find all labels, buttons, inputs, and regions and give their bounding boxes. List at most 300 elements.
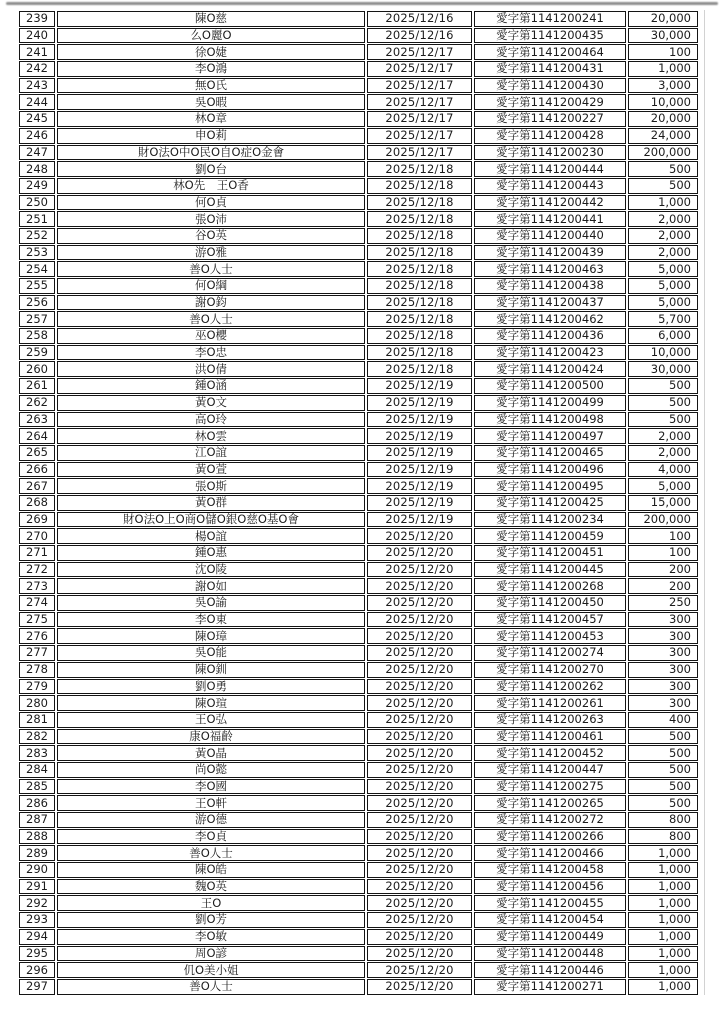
table-row <box>19 161 698 177</box>
table-row <box>19 962 698 978</box>
donor-name-cell: 劉O勇 <box>57 679 365 695</box>
row-number-cell: 242 <box>19 61 55 77</box>
amount-cell: 200 <box>628 578 698 594</box>
donor-name-cell: 李O東 <box>57 612 365 628</box>
donation-date-cell: 2025/12/20 <box>367 662 472 678</box>
donation-date-cell: 2025/12/19 <box>367 445 472 461</box>
amount-cell: 2,000 <box>628 245 698 261</box>
donation-date-cell: 2025/12/16 <box>367 11 472 27</box>
row-number-cell: 294 <box>19 929 55 945</box>
row-number-cell: 272 <box>19 562 55 578</box>
receipt-number-cell: 愛字第1141200442 <box>474 195 626 211</box>
donation-date-cell: 2025/12/18 <box>367 211 472 227</box>
table-row <box>19 862 698 878</box>
table-row <box>19 278 698 294</box>
donation-date-cell: 2025/12/18 <box>367 328 472 344</box>
receipt-number-cell: 愛字第1141200461 <box>474 729 626 745</box>
amount-cell: 200 <box>628 562 698 578</box>
donation-date-cell: 2025/12/20 <box>367 645 472 661</box>
amount-cell: 5,000 <box>628 261 698 277</box>
donor-name-cell: 高O玲 <box>57 412 365 428</box>
donation-date-cell: 2025/12/18 <box>367 278 472 294</box>
row-number-cell: 240 <box>19 28 55 44</box>
donor-name-cell: 鍾O惠 <box>57 545 365 561</box>
donation-date-cell: 2025/12/20 <box>367 745 472 761</box>
receipt-number-cell: 愛字第1141200463 <box>474 261 626 277</box>
table-row <box>19 645 698 661</box>
amount-cell: 24,000 <box>628 128 698 144</box>
scan-artifact-right-edge <box>704 10 705 995</box>
donation-date-cell: 2025/12/20 <box>367 779 472 795</box>
donor-name-cell: 李O敏 <box>57 929 365 945</box>
amount-cell: 10,000 <box>628 345 698 361</box>
donor-name-cell: 仉O美小姐 <box>57 962 365 978</box>
receipt-number-cell: 愛字第1141200459 <box>474 528 626 544</box>
table-row <box>19 28 698 44</box>
amount-cell: 1,000 <box>628 912 698 928</box>
amount-cell: 300 <box>628 679 698 695</box>
table-row <box>19 462 698 478</box>
receipt-number-cell: 愛字第1141200261 <box>474 695 626 711</box>
row-number-cell: 254 <box>19 261 55 277</box>
donor-name-cell: 陳O釧 <box>57 662 365 678</box>
donor-name-cell: 吳O能 <box>57 645 365 661</box>
row-number-cell: 258 <box>19 328 55 344</box>
row-number-cell: 289 <box>19 845 55 861</box>
amount-cell: 20,000 <box>628 11 698 27</box>
donor-name-cell: 李O貞 <box>57 829 365 845</box>
donation-date-cell: 2025/12/17 <box>367 111 472 127</box>
row-number-cell: 262 <box>19 395 55 411</box>
row-number-cell: 290 <box>19 862 55 878</box>
row-number-cell: 274 <box>19 595 55 611</box>
row-number-cell: 260 <box>19 361 55 377</box>
amount-cell: 100 <box>628 545 698 561</box>
amount-cell: 800 <box>628 829 698 845</box>
receipt-number-cell: 愛字第1141200456 <box>474 879 626 895</box>
receipt-number-cell: 愛字第1141200241 <box>474 11 626 27</box>
table-row <box>19 295 698 311</box>
table-row <box>19 979 698 995</box>
amount-cell: 100 <box>628 528 698 544</box>
scan-artifact-top-smear <box>6 2 718 5</box>
row-number-cell: 253 <box>19 245 55 261</box>
table-row <box>19 145 698 161</box>
donor-name-cell: 張O沛 <box>57 211 365 227</box>
amount-cell: 1,000 <box>628 929 698 945</box>
amount-cell: 5,700 <box>628 311 698 327</box>
row-number-cell: 244 <box>19 94 55 110</box>
amount-cell: 10,000 <box>628 94 698 110</box>
table-row <box>19 378 698 394</box>
donation-date-cell: 2025/12/20 <box>367 612 472 628</box>
row-number-cell: 286 <box>19 795 55 811</box>
receipt-number-cell: 愛字第1141200230 <box>474 145 626 161</box>
donation-date-cell: 2025/12/18 <box>367 161 472 177</box>
donor-name-cell: 尚O懿 <box>57 762 365 778</box>
table-row <box>19 912 698 928</box>
donation-date-cell: 2025/12/20 <box>367 595 472 611</box>
donation-table-body <box>19 11 698 995</box>
donor-name-cell: 徐O婕 <box>57 44 365 60</box>
receipt-number-cell: 愛字第1141200440 <box>474 228 626 244</box>
amount-cell: 1,000 <box>628 862 698 878</box>
table-row <box>19 361 698 377</box>
receipt-number-cell: 愛字第1141200450 <box>474 595 626 611</box>
receipt-number-cell: 愛字第1141200495 <box>474 478 626 494</box>
table-row <box>19 545 698 561</box>
row-number-cell: 281 <box>19 712 55 728</box>
row-number-cell: 279 <box>19 679 55 695</box>
donor-name-cell: 善O人士 <box>57 311 365 327</box>
donor-name-cell: 劉O台 <box>57 161 365 177</box>
table-row <box>19 311 698 327</box>
donor-name-cell: 無O氏 <box>57 78 365 94</box>
receipt-number-cell: 愛字第1141200270 <box>474 662 626 678</box>
row-number-cell: 257 <box>19 311 55 327</box>
donor-name-cell: 王O弘 <box>57 712 365 728</box>
donor-name-cell: 張O斯 <box>57 478 365 494</box>
receipt-number-cell: 愛字第1141200265 <box>474 795 626 811</box>
donation-date-cell: 2025/12/19 <box>367 495 472 511</box>
amount-cell: 2,000 <box>628 445 698 461</box>
receipt-number-cell: 愛字第1141200443 <box>474 178 626 194</box>
donor-name-cell: 何O貞 <box>57 195 365 211</box>
row-number-cell: 243 <box>19 78 55 94</box>
donor-name-cell: 善O人士 <box>57 261 365 277</box>
table-row <box>19 78 698 94</box>
table-row <box>19 612 698 628</box>
receipt-number-cell: 愛字第1141200272 <box>474 812 626 828</box>
amount-cell: 500 <box>628 762 698 778</box>
amount-cell: 200,000 <box>628 145 698 161</box>
donation-date-cell: 2025/12/19 <box>367 462 472 478</box>
receipt-number-cell: 愛字第1141200499 <box>474 395 626 411</box>
donor-name-cell: 谷O英 <box>57 228 365 244</box>
donor-name-cell: 善O人士 <box>57 845 365 861</box>
receipt-number-cell: 愛字第1141200466 <box>474 845 626 861</box>
receipt-number-cell: 愛字第1141200496 <box>474 462 626 478</box>
row-number-cell: 261 <box>19 378 55 394</box>
donation-date-cell: 2025/12/20 <box>367 545 472 561</box>
amount-cell: 300 <box>628 628 698 644</box>
donor-name-cell: 林O先 王O香 <box>57 178 365 194</box>
donor-name-cell: 江O誼 <box>57 445 365 461</box>
row-number-cell: 296 <box>19 962 55 978</box>
receipt-number-cell: 愛字第1141200436 <box>474 328 626 344</box>
table-row <box>19 328 698 344</box>
receipt-number-cell: 愛字第1141200465 <box>474 445 626 461</box>
donation-date-cell: 2025/12/18 <box>367 361 472 377</box>
amount-cell: 30,000 <box>628 361 698 377</box>
table-row <box>19 845 698 861</box>
row-number-cell: 295 <box>19 946 55 962</box>
donation-date-cell: 2025/12/20 <box>367 762 472 778</box>
donor-name-cell: 游O雅 <box>57 245 365 261</box>
receipt-number-cell: 愛字第1141200444 <box>474 161 626 177</box>
receipt-number-cell: 愛字第1141200263 <box>474 712 626 728</box>
donation-date-cell: 2025/12/20 <box>367 946 472 962</box>
row-number-cell: 280 <box>19 695 55 711</box>
donation-date-cell: 2025/12/20 <box>367 712 472 728</box>
amount-cell: 500 <box>628 729 698 745</box>
donor-name-cell: 陳O慈 <box>57 11 365 27</box>
amount-cell: 3,000 <box>628 78 698 94</box>
amount-cell: 20,000 <box>628 111 698 127</box>
receipt-number-cell: 愛字第1141200498 <box>474 412 626 428</box>
amount-cell: 1,000 <box>628 979 698 995</box>
receipt-number-cell: 愛字第1141200455 <box>474 895 626 911</box>
donor-name-cell: 么O麗O <box>57 28 365 44</box>
amount-cell: 2,000 <box>628 211 698 227</box>
row-number-cell: 282 <box>19 729 55 745</box>
table-row <box>19 412 698 428</box>
donation-date-cell: 2025/12/17 <box>367 128 472 144</box>
donor-name-cell: 鍾O涵 <box>57 378 365 394</box>
table-row <box>19 428 698 444</box>
donor-name-cell: 財O法O中O民O自O症O金會 <box>57 145 365 161</box>
donation-date-cell: 2025/12/19 <box>367 412 472 428</box>
donation-date-cell: 2025/12/18 <box>367 245 472 261</box>
row-number-cell: 283 <box>19 745 55 761</box>
receipt-number-cell: 愛字第1141200449 <box>474 929 626 945</box>
row-number-cell: 287 <box>19 812 55 828</box>
receipt-number-cell: 愛字第1141200428 <box>474 128 626 144</box>
donation-date-cell: 2025/12/20 <box>367 562 472 578</box>
donation-date-cell: 2025/12/20 <box>367 695 472 711</box>
donor-name-cell: 李O國 <box>57 779 365 795</box>
table-row <box>19 745 698 761</box>
amount-cell: 2,000 <box>628 228 698 244</box>
receipt-number-cell: 愛字第1141200431 <box>474 61 626 77</box>
donation-date-cell: 2025/12/17 <box>367 44 472 60</box>
donation-date-cell: 2025/12/20 <box>367 578 472 594</box>
table-row <box>19 44 698 60</box>
donation-table <box>17 10 700 996</box>
donor-name-cell: 吳O暇 <box>57 94 365 110</box>
donor-name-cell: 魏O英 <box>57 879 365 895</box>
table-row <box>19 395 698 411</box>
row-number-cell: 278 <box>19 662 55 678</box>
table-row <box>19 946 698 962</box>
donor-name-cell: 黃O群 <box>57 495 365 511</box>
receipt-number-cell: 愛字第1141200497 <box>474 428 626 444</box>
row-number-cell: 252 <box>19 228 55 244</box>
table-row <box>19 495 698 511</box>
receipt-number-cell: 愛字第1141200448 <box>474 946 626 962</box>
amount-cell: 500 <box>628 795 698 811</box>
row-number-cell: 266 <box>19 462 55 478</box>
donor-name-cell: 王O <box>57 895 365 911</box>
amount-cell: 500 <box>628 378 698 394</box>
row-number-cell: 247 <box>19 145 55 161</box>
table-row <box>19 228 698 244</box>
row-number-cell: 259 <box>19 345 55 361</box>
amount-cell: 300 <box>628 695 698 711</box>
receipt-number-cell: 愛字第1141200447 <box>474 762 626 778</box>
donation-date-cell: 2025/12/19 <box>367 512 472 528</box>
donation-date-cell: 2025/12/20 <box>367 895 472 911</box>
donation-date-cell: 2025/12/19 <box>367 395 472 411</box>
receipt-number-cell: 愛字第1141200268 <box>474 578 626 594</box>
table-row <box>19 712 698 728</box>
donation-date-cell: 2025/12/19 <box>367 478 472 494</box>
table-row <box>19 211 698 227</box>
donation-date-cell: 2025/12/20 <box>367 879 472 895</box>
receipt-number-cell: 愛字第1141200445 <box>474 562 626 578</box>
row-number-cell: 293 <box>19 912 55 928</box>
amount-cell: 200,000 <box>628 512 698 528</box>
donor-name-cell: 陳O璋 <box>57 628 365 644</box>
row-number-cell: 255 <box>19 278 55 294</box>
row-number-cell: 268 <box>19 495 55 511</box>
row-number-cell: 251 <box>19 211 55 227</box>
row-number-cell: 269 <box>19 512 55 528</box>
donor-name-cell: 李O忠 <box>57 345 365 361</box>
table-row <box>19 128 698 144</box>
amount-cell: 300 <box>628 662 698 678</box>
receipt-number-cell: 愛字第1141200271 <box>474 979 626 995</box>
donor-name-cell: 謝O如 <box>57 578 365 594</box>
donor-name-cell: 財O法O上O商O儲O銀O慈O基O會 <box>57 512 365 528</box>
row-number-cell: 248 <box>19 161 55 177</box>
amount-cell: 5,000 <box>628 478 698 494</box>
donation-date-cell: 2025/12/20 <box>367 962 472 978</box>
receipt-number-cell: 愛字第1141200446 <box>474 962 626 978</box>
row-number-cell: 263 <box>19 412 55 428</box>
donation-date-cell: 2025/12/16 <box>367 28 472 44</box>
table-row <box>19 895 698 911</box>
donor-name-cell: 李O鴻 <box>57 61 365 77</box>
receipt-number-cell: 愛字第1141200457 <box>474 612 626 628</box>
row-number-cell: 245 <box>19 111 55 127</box>
receipt-number-cell: 愛字第1141200458 <box>474 862 626 878</box>
donation-date-cell: 2025/12/18 <box>367 295 472 311</box>
row-number-cell: 265 <box>19 445 55 461</box>
amount-cell: 500 <box>628 161 698 177</box>
row-number-cell: 288 <box>19 829 55 845</box>
receipt-number-cell: 愛字第1141200425 <box>474 495 626 511</box>
receipt-number-cell: 愛字第1141200452 <box>474 745 626 761</box>
row-number-cell: 276 <box>19 628 55 644</box>
donation-date-cell: 2025/12/19 <box>367 378 472 394</box>
receipt-number-cell: 愛字第1141200435 <box>474 28 626 44</box>
amount-cell: 6,000 <box>628 328 698 344</box>
donor-name-cell: 林O雲 <box>57 428 365 444</box>
amount-cell: 15,000 <box>628 495 698 511</box>
amount-cell: 1,000 <box>628 845 698 861</box>
row-number-cell: 277 <box>19 645 55 661</box>
table-row <box>19 11 698 27</box>
donor-name-cell: 游O德 <box>57 812 365 828</box>
donation-date-cell: 2025/12/20 <box>367 829 472 845</box>
donation-date-cell: 2025/12/20 <box>367 862 472 878</box>
donation-date-cell: 2025/12/20 <box>367 845 472 861</box>
amount-cell: 2,000 <box>628 428 698 444</box>
donation-date-cell: 2025/12/17 <box>367 145 472 161</box>
table-row <box>19 478 698 494</box>
table-row <box>19 795 698 811</box>
amount-cell: 500 <box>628 178 698 194</box>
table-row <box>19 111 698 127</box>
donor-name-cell: 洪O倩 <box>57 361 365 377</box>
amount-cell: 300 <box>628 645 698 661</box>
receipt-number-cell: 愛字第1141200424 <box>474 361 626 377</box>
donation-date-cell: 2025/12/20 <box>367 929 472 945</box>
donation-date-cell: 2025/12/18 <box>367 178 472 194</box>
row-number-cell: 256 <box>19 295 55 311</box>
amount-cell: 250 <box>628 595 698 611</box>
table-row <box>19 662 698 678</box>
row-number-cell: 292 <box>19 895 55 911</box>
row-number-cell: 241 <box>19 44 55 60</box>
table-row <box>19 178 698 194</box>
receipt-number-cell: 愛字第1141200430 <box>474 78 626 94</box>
receipt-number-cell: 愛字第1141200274 <box>474 645 626 661</box>
donor-name-cell: 楊O誼 <box>57 528 365 544</box>
donor-name-cell: 申O莉 <box>57 128 365 144</box>
amount-cell: 1,000 <box>628 895 698 911</box>
donation-date-cell: 2025/12/18 <box>367 261 472 277</box>
table-row <box>19 679 698 695</box>
donor-name-cell: 善O人士 <box>57 979 365 995</box>
donor-name-cell: 黃O晶 <box>57 745 365 761</box>
table-row <box>19 261 698 277</box>
amount-cell: 1,000 <box>628 195 698 211</box>
row-number-cell: 264 <box>19 428 55 444</box>
table-row <box>19 512 698 528</box>
donor-name-cell: 吳O諭 <box>57 595 365 611</box>
receipt-number-cell: 愛字第1141200441 <box>474 211 626 227</box>
amount-cell: 1,000 <box>628 879 698 895</box>
receipt-number-cell: 愛字第1141200464 <box>474 44 626 60</box>
donor-name-cell: 黃O文 <box>57 395 365 411</box>
table-row <box>19 829 698 845</box>
donor-name-cell: 陳O瑄 <box>57 695 365 711</box>
donor-name-cell: 沈O陵 <box>57 562 365 578</box>
receipt-number-cell: 愛字第1141200500 <box>474 378 626 394</box>
row-number-cell: 285 <box>19 779 55 795</box>
amount-cell: 5,000 <box>628 295 698 311</box>
donation-date-cell: 2025/12/19 <box>367 428 472 444</box>
table-row <box>19 94 698 110</box>
donor-name-cell: 劉O芳 <box>57 912 365 928</box>
amount-cell: 4,000 <box>628 462 698 478</box>
table-row <box>19 779 698 795</box>
amount-cell: 30,000 <box>628 28 698 44</box>
donation-date-cell: 2025/12/17 <box>367 78 472 94</box>
donation-date-cell: 2025/12/18 <box>367 195 472 211</box>
receipt-number-cell: 愛字第1141200262 <box>474 679 626 695</box>
table-row <box>19 61 698 77</box>
table-row <box>19 595 698 611</box>
donation-date-cell: 2025/12/20 <box>367 979 472 995</box>
amount-cell: 500 <box>628 395 698 411</box>
receipt-number-cell: 愛字第1141200438 <box>474 278 626 294</box>
row-number-cell: 291 <box>19 879 55 895</box>
receipt-number-cell: 愛字第1141200437 <box>474 295 626 311</box>
row-number-cell: 273 <box>19 578 55 594</box>
amount-cell: 100 <box>628 44 698 60</box>
table-row <box>19 445 698 461</box>
row-number-cell: 239 <box>19 11 55 27</box>
donor-name-cell: 林O章 <box>57 111 365 127</box>
donation-date-cell: 2025/12/20 <box>367 795 472 811</box>
amount-cell: 300 <box>628 612 698 628</box>
donor-name-cell: 謝O鈞 <box>57 295 365 311</box>
amount-cell: 400 <box>628 712 698 728</box>
table-row <box>19 695 698 711</box>
